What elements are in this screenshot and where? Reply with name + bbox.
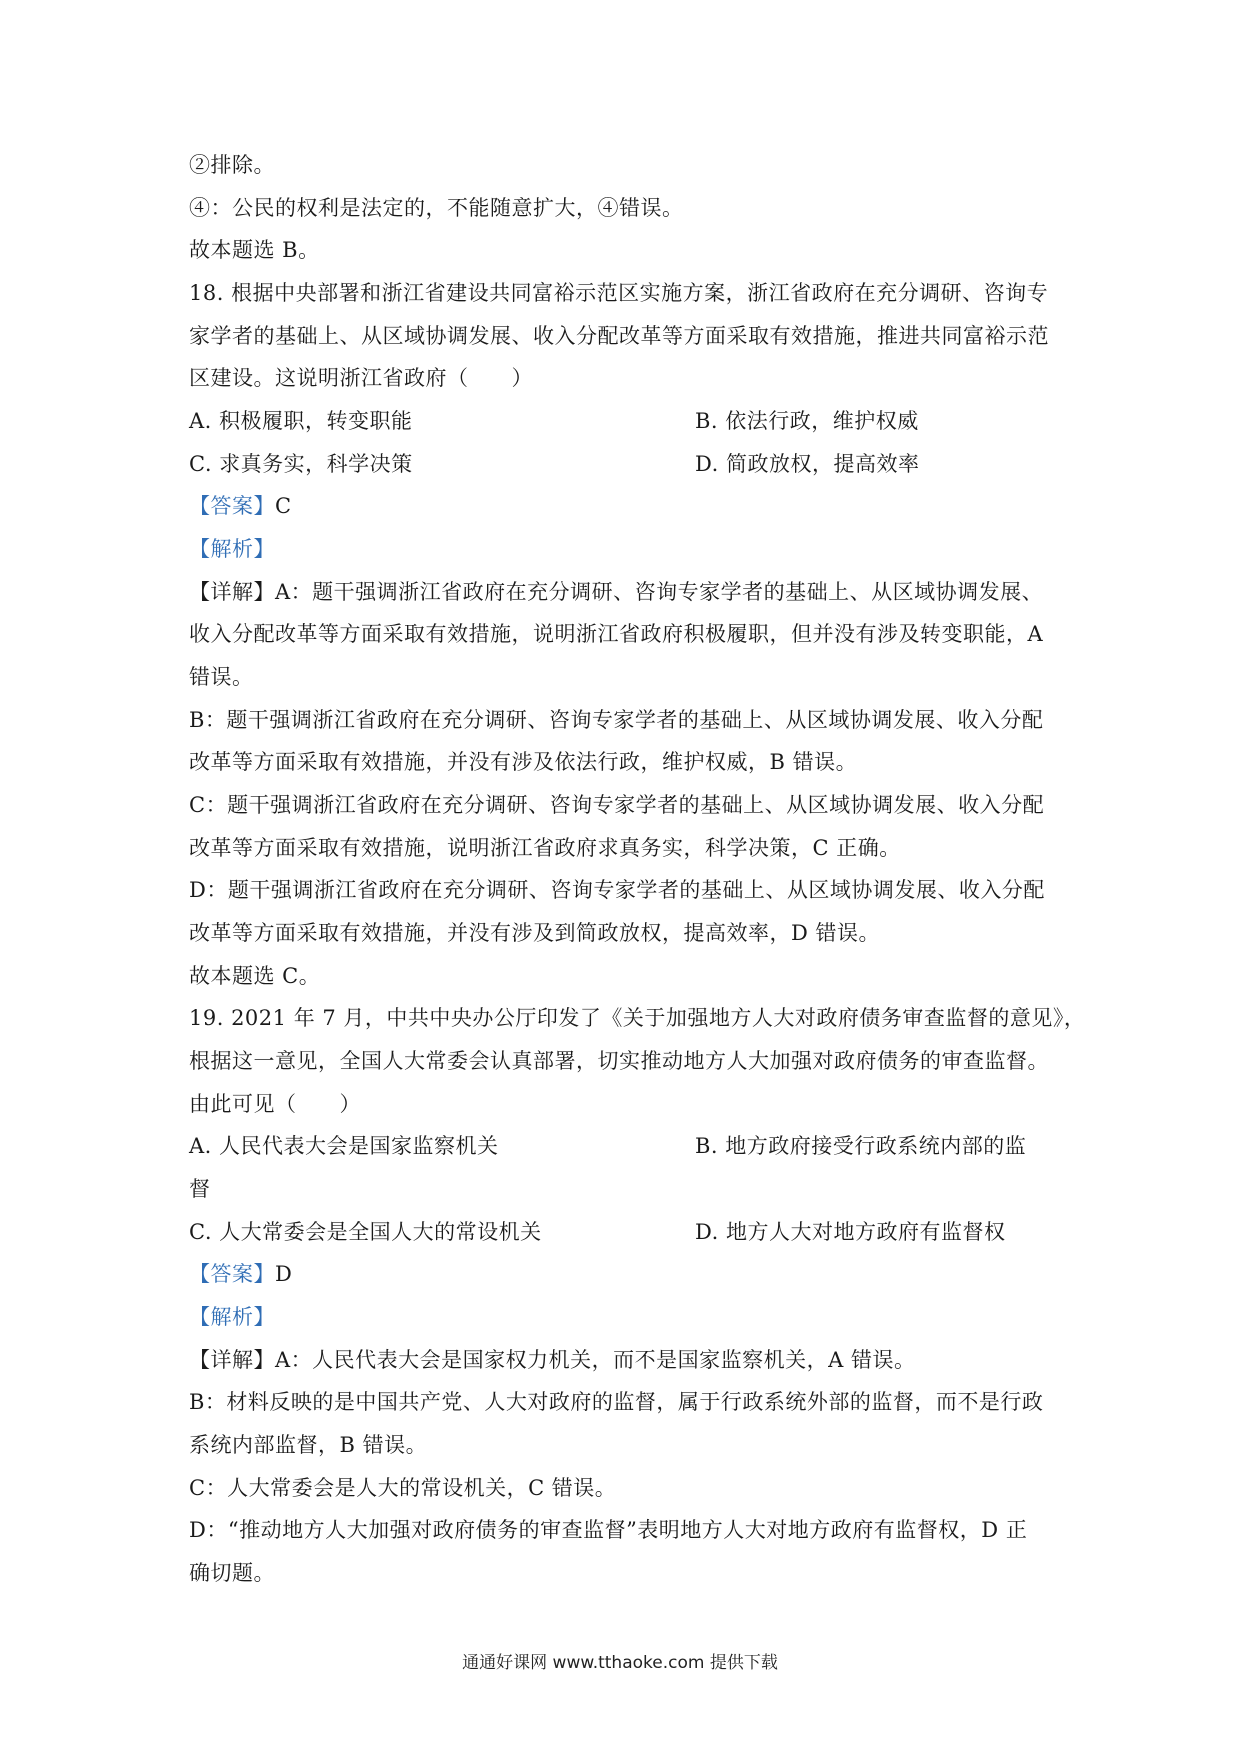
q19-stem-line-1: 19. 2021 年 7 月，中共中央办公厅印发了《关于加强地方人大对政府债务审查监督的意见》， (189, 1006, 1086, 1030)
q18-detail-line-4: B：题干强调浙江省政府在充分调研、咨询专家学者的基础上、从区域协调发展、收入分配 (189, 708, 1044, 732)
q18-detail-line-6: C：题干强调浙江省政府在充分调研、咨询专家学者的基础上、从区域协调发展、收入分配 (189, 793, 1045, 817)
q19-detail-line-6: 确切题。 (189, 1561, 275, 1585)
answer-tag: 【答案】 (189, 494, 275, 518)
text-line: ②排除。 (189, 153, 275, 177)
answer-tag: 【答案】 (189, 1262, 275, 1286)
text-line: 故本题选 B。 (189, 238, 320, 262)
page-footer: 通通好课网 www.tthaoke.com 提供下载 (462, 1653, 778, 1673)
answer-value: C (275, 494, 292, 518)
detail-tag: 【详解】 (189, 1348, 275, 1372)
q18-option-a: A. 积极履职，转变职能 (189, 409, 413, 433)
q19-option-a: A. 人民代表大会是国家监察机关 (189, 1134, 499, 1158)
q19-detail-line-3: 系统内部监督，B 错误。 (189, 1433, 428, 1457)
q18-detail-line-2: 收入分配改革等方面采取有效措施，说明浙江省政府积极履职，但并没有涉及转变职能，A (189, 622, 1044, 646)
q18-detail-line-1 (189, 571, 1059, 614)
q18-detail-line-9: 改革等方面采取有效措施，并没有涉及到简政放权，提高效率，D 错误。 (189, 921, 881, 945)
q19-detail-line-4: C：人大常委会是人大的常设机关，C 错误。 (189, 1476, 617, 1500)
q18-option-b: B. 依法行政，维护权威 (695, 409, 919, 433)
q18-analysis (189, 528, 1059, 571)
q19-stem-line-2: 根据这一意见，全国人大常委会认真部署，切实推动地方人大加强对政府债务的审查监督。 (189, 1049, 1049, 1073)
text-line: ④：公民的权利是法定的，不能随意扩大，④错误。 (189, 196, 684, 220)
q18-answer (189, 485, 1059, 528)
q19-detail-line-1 (189, 1339, 1059, 1382)
q19-option-d: D. 地方人大对地方政府有监督权 (695, 1220, 1006, 1244)
q18-detail-line-5: 改革等方面采取有效措施，并没有涉及依法行政，维护权威，B 错误。 (189, 750, 858, 774)
analysis-tag: 【解析】 (189, 537, 275, 561)
q19-option-c: C. 人大常委会是全国人大的常设机关 (189, 1220, 542, 1244)
detail-text: A：人民代表大会是国家权力机关，而不是国家监察机关，A 错误。 (275, 1348, 916, 1372)
q18-detail-line-8: D：题干强调浙江省政府在充分调研、咨询专家学者的基础上、从区域协调发展、收入分配 (189, 878, 1045, 902)
q19-detail-line-5: D：“推动地方人大加强对政府债务的审查监督”表明地方人大对地方政府有监督权，D 正 (189, 1518, 1028, 1542)
detail-tag: 【详解】 (189, 580, 275, 604)
q18-stem-line-3: 区建设。这说明浙江省政府（ ） (189, 366, 533, 390)
q18-stem-line-1: 18. 根据中央部署和浙江省建设共同富裕示范区实施方案，浙江省政府在充分调研、咨询专 (189, 281, 1049, 305)
q19-option-b-wrap: 督 (189, 1177, 211, 1201)
q19-stem-line-3: 由此可见（ ） (189, 1092, 361, 1116)
analysis-tag: 【解析】 (189, 1305, 275, 1329)
answer-value: D (275, 1262, 293, 1286)
q19-option-b: B. 地方政府接受行政系统内部的监 (695, 1134, 1027, 1158)
detail-text: A：题干强调浙江省政府在充分调研、咨询专家学者的基础上、从区域协调发展、 (275, 580, 1044, 604)
q18-option-c: C. 求真务实，科学决策 (189, 452, 413, 476)
q18-stem-line-2: 家学者的基础上、从区域协调发展、收入分配改革等方面采取有效措施，推进共同富裕示范 (189, 324, 1049, 348)
q18-detail-line-3: 错误。 (189, 665, 254, 689)
q18-detail-line-10: 故本题选 C。 (189, 964, 321, 988)
q18-detail-line-7: 改革等方面采取有效措施，说明浙江省政府求真务实，科学决策，C 正确。 (189, 836, 901, 860)
q19-analysis (189, 1296, 1059, 1339)
q18-option-d: D. 简政放权，提高效率 (695, 452, 920, 476)
q19-detail-line-2: B：材料反映的是中国共产党、人大对政府的监督，属于行政系统外部的监督，而不是行政 (189, 1390, 1044, 1414)
q19-answer (189, 1253, 1059, 1296)
